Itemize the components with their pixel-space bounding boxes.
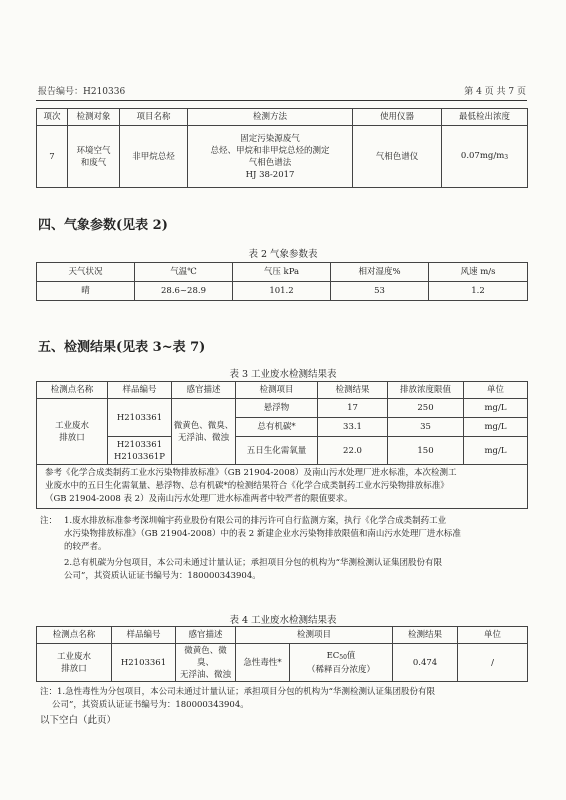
ec-sub: 50 <box>339 653 347 661</box>
ec-line <box>290 650 392 664</box>
cell-result: 22.0 <box>318 437 388 465</box>
cell-method <box>188 126 353 188</box>
th-sense: 感官描述 <box>172 382 236 399</box>
cell-limit <box>442 126 528 188</box>
th-no: 项次 <box>37 109 68 126</box>
header-rule <box>36 100 527 101</box>
point-line: 工业废水 <box>54 420 89 431</box>
ec-value-label: 值 <box>346 650 356 661</box>
wastewater-table-1 <box>36 381 528 509</box>
th-pressure: 气压 kPa <box>233 263 331 282</box>
reference-line: 参考《化学合成类制药工业水污染物排放标准》（GB 21904-2008）及南山污水处理厂进水标准，本次检测工 <box>45 468 457 478</box>
th-sample: 样品编号 <box>108 382 172 399</box>
point-line: 排放口 <box>59 432 85 443</box>
th-object: 检测对象 <box>68 109 120 126</box>
cell-sample-a: H2103361 <box>108 399 172 437</box>
cell-pressure: 101.2 <box>233 282 331 301</box>
limit-value: 0.07mg/m <box>460 150 505 161</box>
cell-limit: 250 <box>388 399 464 418</box>
sample-line: H2103361P <box>114 451 165 462</box>
cell-ec <box>290 644 393 682</box>
cell-unit: / <box>458 644 528 682</box>
th-unit: 单位 <box>458 627 528 644</box>
cell-wind: 1.2 <box>429 282 528 301</box>
cell-limit: 35 <box>388 418 464 437</box>
reference-line: （GB 21904-2008 表 2）及南山污水处理厂进水标准两者中较严者的限值要求。 <box>45 494 353 504</box>
th-sense: 感官描述 <box>176 627 236 644</box>
note-line: 公司”，其资质认证证书编号为：180000343904。 <box>52 700 249 710</box>
cell-item: 非甲烷总烃 <box>120 126 188 188</box>
reference-line: 业废水中的五日生化需氧量、悬浮物、总有机碳*的检测结果符合《化学合成类制药工业水污染物排放标准》 <box>45 481 449 491</box>
sense-line: 无浮油、微浊 <box>177 432 229 443</box>
cell-unit: mg/L <box>464 437 528 465</box>
ec-label: EC <box>326 650 340 661</box>
cell-item: 急性毒性* <box>236 644 290 682</box>
th-point: 检测点名称 <box>37 627 112 644</box>
th-instrument: 使用仪器 <box>353 109 442 126</box>
table4-caption: 表 4 工业废水检测结果表 <box>229 615 337 626</box>
point-line: 排放口 <box>61 663 87 674</box>
ec-line: （稀释百分浓度） <box>307 664 376 675</box>
note-line: 公司”，其资质认证证书编号为：180000343904。 <box>64 571 261 581</box>
end-of-page: 以下空白（此页） <box>40 715 117 726</box>
notes-table4 <box>40 686 530 712</box>
th-limit: 排放浓度限值 <box>388 382 464 399</box>
cell-object <box>68 126 120 188</box>
cell-item: 悬浮物 <box>236 399 318 418</box>
page-number: 第 4 页 共 7 页 <box>464 87 526 97</box>
sample-line: H2103361 <box>116 439 163 450</box>
cell-item: 总有机碳* <box>236 418 318 437</box>
section5-title: 五、检测结果(见表 3~表 7) <box>38 340 206 355</box>
th-temp: 气温℃ <box>135 263 233 282</box>
method-line: 固定污染源废气 <box>240 133 300 144</box>
sense-line: 微黄色、微臭、 <box>173 420 234 431</box>
th-result: 检测结果 <box>393 627 458 644</box>
cell-weather: 晴 <box>37 282 135 301</box>
cell-point <box>37 644 112 682</box>
cell-limit: 150 <box>388 437 464 465</box>
note-line: 的较严者。 <box>64 542 107 552</box>
wastewater-table-2 <box>36 626 528 682</box>
note-line: 1.废水排放标准参考深圳翰宇药业股份有限公司的排污许可自行监测方案，执行《化学合成类制药工业 <box>64 516 447 526</box>
cell-unit: mg/L <box>464 399 528 418</box>
section4-title: 四、气象参数(见表 2) <box>38 218 168 233</box>
method-line: 气相色谱法 <box>248 157 292 168</box>
object-line: 环境空气 <box>76 145 111 156</box>
cell-unit: mg/L <box>464 418 528 437</box>
table2-caption: 表 2 气象参数表 <box>248 249 318 260</box>
note-line: 水污染物排放标准》（GB 21904-2008）中的表 2 新建企业水污染物排放限值和南山污水处理厂进水标准 <box>64 529 461 539</box>
cell-instrument: 气相色谱仪 <box>353 126 442 188</box>
cell-result: 0.474 <box>393 644 458 682</box>
note-line: 注：1.急性毒性为分包项目，本公司未通过计量认证；承担项目分包的机构为“华测检测认证集团股份有限 <box>40 687 435 697</box>
th-limit: 最低检出浓度 <box>442 109 528 126</box>
th-item: 项目名称 <box>120 109 188 126</box>
cell-result: 33.1 <box>318 418 388 437</box>
cell-temp: 28.6~28.9 <box>135 282 233 301</box>
th-item: 检测项目 <box>236 382 318 399</box>
cell-sample: H2103361 <box>112 644 176 682</box>
cell-sample-b <box>108 437 172 465</box>
method-line: HJ 38-2017 <box>245 169 295 180</box>
th-method: 检测方法 <box>188 109 353 126</box>
object-line: 和废气 <box>80 157 107 168</box>
cell-no: 7 <box>37 126 68 188</box>
report-number: 报告编号：H210336 <box>38 87 126 97</box>
notes-label: 注： <box>40 516 58 526</box>
th-wind: 风速 m/s <box>429 263 528 282</box>
cell-sense <box>172 399 236 465</box>
cell-result: 17 <box>318 399 388 418</box>
reference-text <box>37 465 528 509</box>
cell-point <box>37 399 108 465</box>
th-humidity: 相对湿度% <box>331 263 429 282</box>
method-line: 总烃、甲烷和非甲烷总烃的测定 <box>210 145 330 156</box>
sense-line: 无浮油、微浊 <box>179 669 231 680</box>
th-point: 检测点名称 <box>37 382 108 399</box>
notes-table3 <box>64 515 530 583</box>
note-line: 2.总有机碳为分包项目，本公司未通过计量认证；承担项目分包的机构为“华测检测认证集团股份有限 <box>64 558 442 568</box>
th-sample: 样品编号 <box>112 627 176 644</box>
table3-caption: 表 3 工业废水检测结果表 <box>229 369 337 380</box>
sense-line: 微黄色、微臭、 <box>184 645 227 668</box>
th-item: 检测项目 <box>236 627 393 644</box>
limit-sup: 3 <box>504 153 509 161</box>
th-result: 检测结果 <box>318 382 388 399</box>
th-weather: 天气状况 <box>37 263 135 282</box>
weather-table <box>36 262 528 301</box>
cell-item: 五日生化需氧量 <box>236 437 318 465</box>
cell-sense <box>176 644 236 682</box>
cell-humidity: 53 <box>331 282 429 301</box>
th-unit: 单位 <box>464 382 528 399</box>
method-table <box>36 108 528 188</box>
point-line: 工业废水 <box>56 651 91 662</box>
